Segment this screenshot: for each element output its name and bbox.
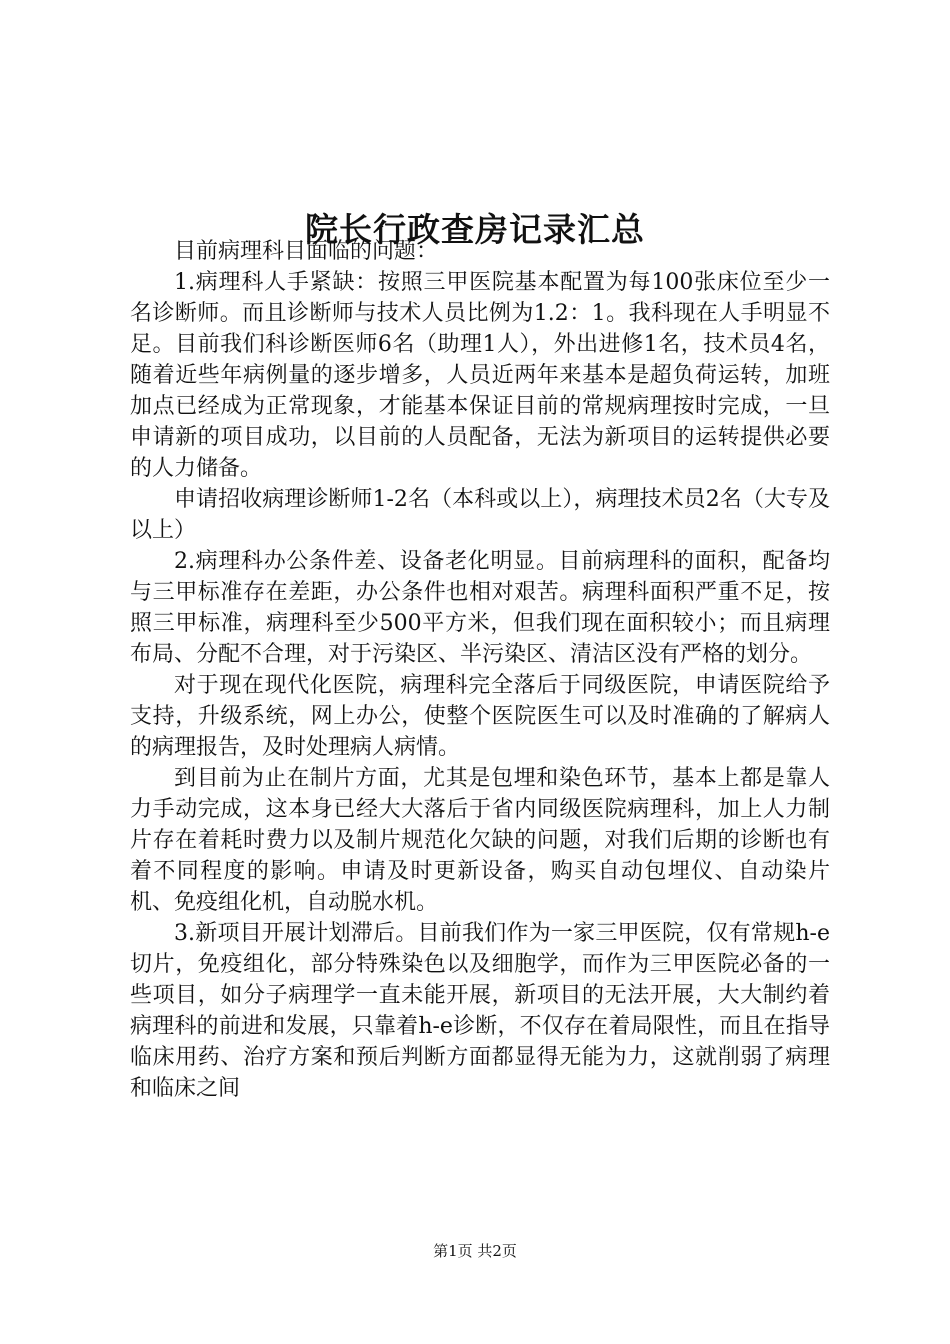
paragraph-new-projects: 3.新项目开展计划滞后。目前我们作为一家三甲医院，仅有常规h-e切片，免疫组化，部分特殊染色以及细胞学，而作为三甲医院必备的一些项目，如分子病理学一直未能开展，新项目的无法开展，大大制约着病理科的前进和发展，只靠着h-e诊断，不仅存在着局限性，而且在指导临床用药、治疗方案和预后判断方面都显得无能为力，这就削弱了病理和临床之间 (130, 921, 830, 1101)
paragraph-equipment-request: 到目前为止在制片方面，尤其是包埋和染色环节，基本上都是靠人力手动完成，这本身已经大大落后于省内同级医院病理科，加上人力制片存在着耗时费力以及制片规范化欠缺的问题，对我们后期的诊断也有着不同程度的影响。申请及时更新设备，购买自动包埋仪、自动染片机、免疫组化机，自动脱水机。 (130, 766, 830, 915)
page-number-footer: 第1页 共2页 (433, 1242, 517, 1260)
paragraph-intro: 目前病理科目面临的问题： (174, 239, 439, 264)
paragraph-system-upgrade: 对于现在现代化医院，病理科完全落后于同级医院，申请医院给予支持，升级系统，网上办公，使整个医院医生可以及时准确的了解病人的病理报告，及时处理病人病情。 (130, 673, 830, 760)
document-title: 院长行政查房记录汇总 (305, 210, 645, 250)
document-body (130, 236, 830, 1104)
paragraph-office-conditions: 2.病理科办公条件差、设备老化明显。目前病理科的面积，配备均与三甲标准存在差距，办公条件也相对艰苦。病理科面积严重不足，按照三甲标准，病理科至少500平方米，但我们现在面积较小；而且病理布局、分配不合理，对于污染区、半污染区、清洁区没有严格的划分。 (130, 549, 830, 667)
paragraph-staff-shortage: 1.病理科人手紧缺：按照三甲医院基本配置为每100张床位至少一名诊断师。而且诊断师与技术人员比例为1.2：1。我科现在人手明显不足。目前我们科诊断医师6名（助理1人），外出进修1名，技术员4名，随着近些年病例量的逐步增多，人员近两年来基本是超负荷运转，加班加点已经成为正常现象，才能基本保证目前的常规病理按时完成，一旦申请新的项目成功，以目前的人员配备，无法为新项目的运转提供必要的人力储备。 (130, 270, 830, 481)
paragraph-hiring-request: 申请招收病理诊断师1-2名（本科或以上），病理技术员2名（大专及以上） (130, 487, 830, 543)
